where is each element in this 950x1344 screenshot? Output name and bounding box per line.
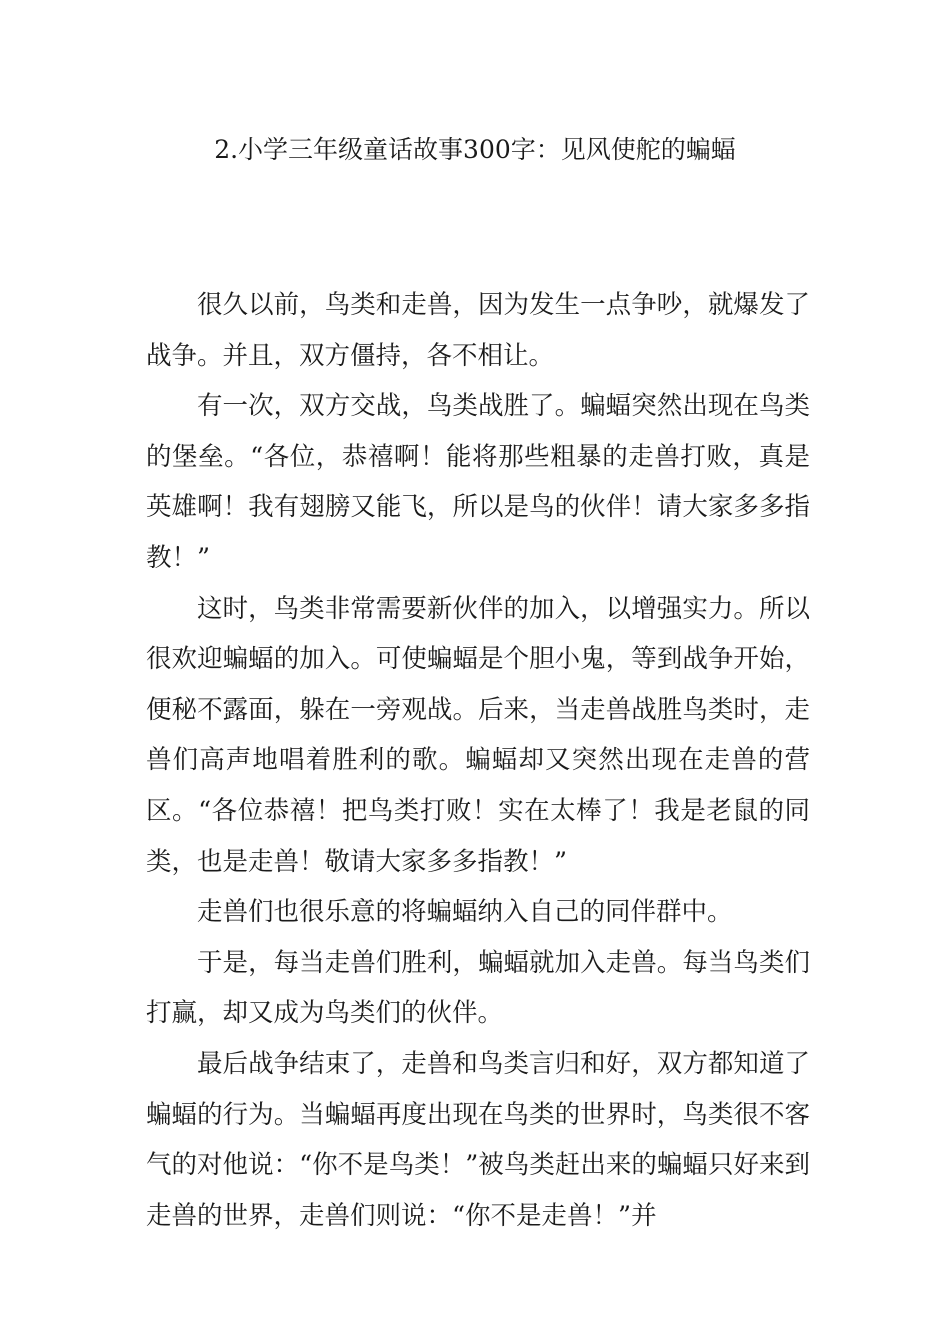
paragraph: 这时，鸟类非常需要新伙伴的加入，以增强实力。所以很欢迎蝙蝠的加入。可使蝙蝠是个胆小鬼，等到战争开始，便秘不露面，躲在一旁观战。后来，当走兽战胜鸟类时，走兽们高声地唱着胜利的歌。蝙蝠却又突然出现在走兽的营区。“各位恭禧！把鸟类打败！实在太棒了！我是老鼠的同类，也是走兽！敬请大家多多指教！” xyxy=(146,593,810,877)
paragraph: 于是，每当走兽们胜利，蝙蝠就加入走兽。每当鸟类们打赢，却又成为鸟类们的伙伴。 xyxy=(146,947,810,1029)
paragraph: 有一次，双方交战，鸟类战胜了。蝙蝠突然出现在鸟类的堡垒。“各位，恭禧啊！能将那些粗暴的走兽打败，真是英雄啊！我有翅膀又能飞，所以是鸟的伙伴！请大家多多指教！” xyxy=(146,391,810,573)
story-body xyxy=(146,280,810,1241)
paragraph: 很久以前，鸟类和走兽，因为发生一点争吵，就爆发了战争。并且，双方僵持，各不相让。 xyxy=(146,290,810,371)
document-title: 2.小学三年级童话故事300字：见风使舵的蝙蝠 xyxy=(214,135,736,164)
paragraph: 最后战争结束了，走兽和鸟类言归和好，双方都知道了蝙蝠的行为。当蝙蝠再度出现在鸟类的世界时，鸟类很不客气的对他说：“你不是鸟类！”被鸟类赶出来的蝙蝠只好来到走兽的世界，走兽们则说：“你不是走兽！”并 xyxy=(146,1048,810,1231)
paragraph: 走兽们也很乐意的将蝙蝠纳入自己的同伴群中。 xyxy=(197,897,733,928)
